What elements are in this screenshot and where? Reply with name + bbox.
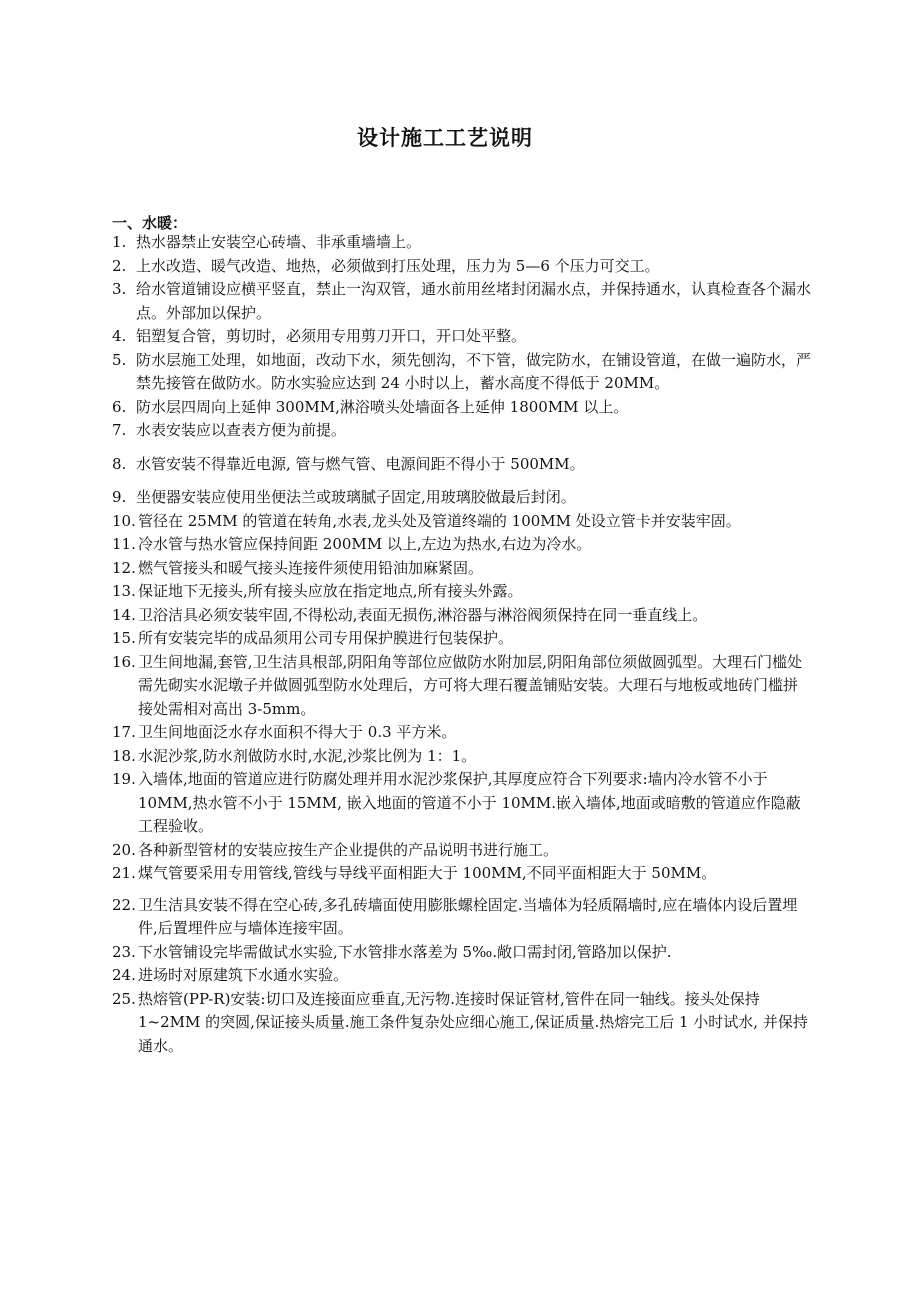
list-item (112, 721, 812, 745)
list-item (112, 964, 812, 988)
item-text: 下水管铺设完毕需做试水实验,下水管排水落差为 5‰.敞口需封闭,管路加以保护. (138, 942, 672, 961)
item-text: 各种新型管材的安装应按生产企业提供的产品说明书进行施工。 (138, 840, 559, 859)
item-text: 卫生间地漏,套管,卫生洁具根部,阴阳角等部位应做防水附加层,阴阳角部位须做圆弧型。大理石门槛处需先砌实水泥墩子并做圆弧型防水处理后，方可将大理石覆盖铺贴安装。大理石与地板或地砖门槛拼接处需相对高出 3-5mm。 (138, 652, 803, 718)
item-number: 15. (112, 629, 136, 647)
item-text: 煤气管要采用专用管线,管线与导线平面相距大于 100MM,不同平面相距大于 50MM。 (138, 864, 717, 882)
list-item (112, 627, 812, 651)
item-number: 7. (112, 421, 127, 439)
list-item (112, 486, 812, 510)
item-text: 热熔管(PP-R)安装:切口及连接面应垂直,无污物.连接时保证管材,管件在同一轴线。接头处保持 1~2MM 的突圆,保证接头质量.施工条件复杂处应细心施工,保证质量.热熔完工后 1 小时试水, 并保持通水。 (138, 989, 808, 1055)
list-item (112, 231, 812, 255)
item-text: 防水层四周向上延伸 300MM,淋浴喷头处墙面各上延伸 1800MM 以上。 (136, 397, 629, 416)
item-text: 水管安装不得靠近电源, 管与燃气管、电源间距不得小于 500MM。 (136, 454, 585, 473)
item-text: 卫浴洁具必须安装牢固,不得松动,表面无损伤,淋浴器与淋浴阀须保持在同一垂直线上。 (138, 605, 708, 624)
item-text: 坐便器安装应使用坐便法兰或玻璃腻子固定,用玻璃胶做最后封闭。 (136, 488, 576, 506)
list-item (112, 651, 812, 722)
item-number: 13. (112, 582, 136, 600)
list-item (112, 768, 812, 839)
list-item (112, 278, 812, 325)
item-text: 防水层施工处理，如地面，改动下水，须先刨沟，不下管，做完防水，在铺设管道，在做一遍防水，严禁先接管在做防水。防水实验应达到 24 小时以上，蓄水高度不得低于 20MM。 (136, 350, 812, 392)
item-text: 燃气管接头和暖气接头连接件须使用铅油加麻紧固。 (138, 558, 484, 577)
item-number: 25. (112, 989, 136, 1008)
list-item (112, 580, 812, 604)
item-number: 12. (112, 558, 136, 577)
list-item (112, 419, 812, 443)
item-text: 进场时对原建筑下水通水实验。 (138, 966, 349, 984)
item-text: 水泥沙浆,防水剂做防水时,水泥,沙浆比例为 1：1。 (138, 746, 477, 765)
item-number: 10. (112, 511, 136, 530)
item-number: 6. (112, 397, 127, 416)
item-number: 11. (112, 535, 136, 553)
list-item (112, 396, 812, 420)
item-text: 所有安装完毕的成品须用公司专用保护膜进行包装保护。 (138, 629, 514, 647)
list-item (112, 894, 812, 941)
item-text: 管径在 25MM 的管道在转角,水表,龙头处及管道终端的 100MM 处设立管卡并安装牢固。 (138, 511, 741, 530)
list-item (112, 557, 812, 581)
item-number: 23. (112, 942, 136, 961)
item-text: 冷水管与热水管应保持间距 200MM 以上,左边为热水,右边为冷水。 (138, 535, 592, 553)
page-title: 设计施工工艺说明 (357, 125, 533, 150)
item-text: 给水管道铺设应横平竖直，禁止一沟双管，通水前用丝堵封闭漏水点，并保持通水，认真检查各个漏水点。外部加以保护。 (136, 280, 812, 322)
item-number: 19. (112, 770, 136, 788)
item-number: 8. (112, 454, 127, 473)
item-number: 16. (112, 652, 136, 671)
item-number: 21. (112, 864, 136, 882)
item-text: 上水改造、暖气改造、地热，必须做到打压处理，压力为 5—6 个压力可交工。 (136, 256, 660, 275)
item-text: 入墙体,地面的管道应进行防腐处理并用水泥沙浆保护,其厚度应符合下列要求:墙内冷水管不小于 10MM,热水管不小于 15MM, 嵌入地面的管道不小于 10MM.嵌入墙体,地面或暗敷的管道应作隐蔽工程验收。 (138, 770, 801, 835)
item-number: 4. (112, 327, 127, 345)
instruction-list (112, 231, 812, 1058)
list-item (112, 533, 812, 557)
list-item (112, 255, 812, 279)
list-item (112, 510, 812, 534)
item-number: 2. (112, 256, 127, 275)
section-heading: 一、水暖： (112, 214, 188, 232)
list-item (112, 745, 812, 769)
item-number: 20. (112, 840, 136, 859)
item-number: 9. (112, 488, 127, 506)
list-item (112, 604, 812, 628)
list-item (112, 839, 812, 863)
item-number: 5. (112, 350, 127, 369)
list-item (112, 325, 812, 349)
list-item (112, 349, 812, 396)
item-number: 17. (112, 723, 136, 741)
item-number: 3. (112, 280, 127, 298)
item-number: 22. (112, 895, 136, 914)
list-item (112, 941, 812, 965)
item-text: 卫生洁具安装不得在空心砖,多孔砖墙面使用膨胀螺栓固定.当墙体为轻质隔墙时,应在墙体内设后置埋件,后置埋件应与墙体连接牢固。 (138, 895, 798, 937)
item-text: 水表安装应以查表方便为前提。 (136, 421, 347, 439)
list-item (112, 988, 812, 1059)
list-item (112, 453, 812, 477)
item-number: 1. (112, 233, 127, 251)
item-text: 热水器禁止安装空心砖墙、非承重墙墙上。 (136, 233, 422, 251)
item-number: 18. (112, 746, 136, 765)
item-number: 24. (112, 966, 136, 984)
item-text: 保证地下无接头,所有接头应放在指定地点,所有接头外露。 (138, 582, 523, 600)
item-number: 14. (112, 605, 136, 624)
item-text: 铝塑复合管，剪切时，必须用专用剪刀开口，开口处平整。 (136, 327, 527, 345)
list-item (112, 862, 812, 886)
item-text: 卫生间地面泛水存水面积不得大于 0.3 平方米。 (138, 723, 457, 741)
